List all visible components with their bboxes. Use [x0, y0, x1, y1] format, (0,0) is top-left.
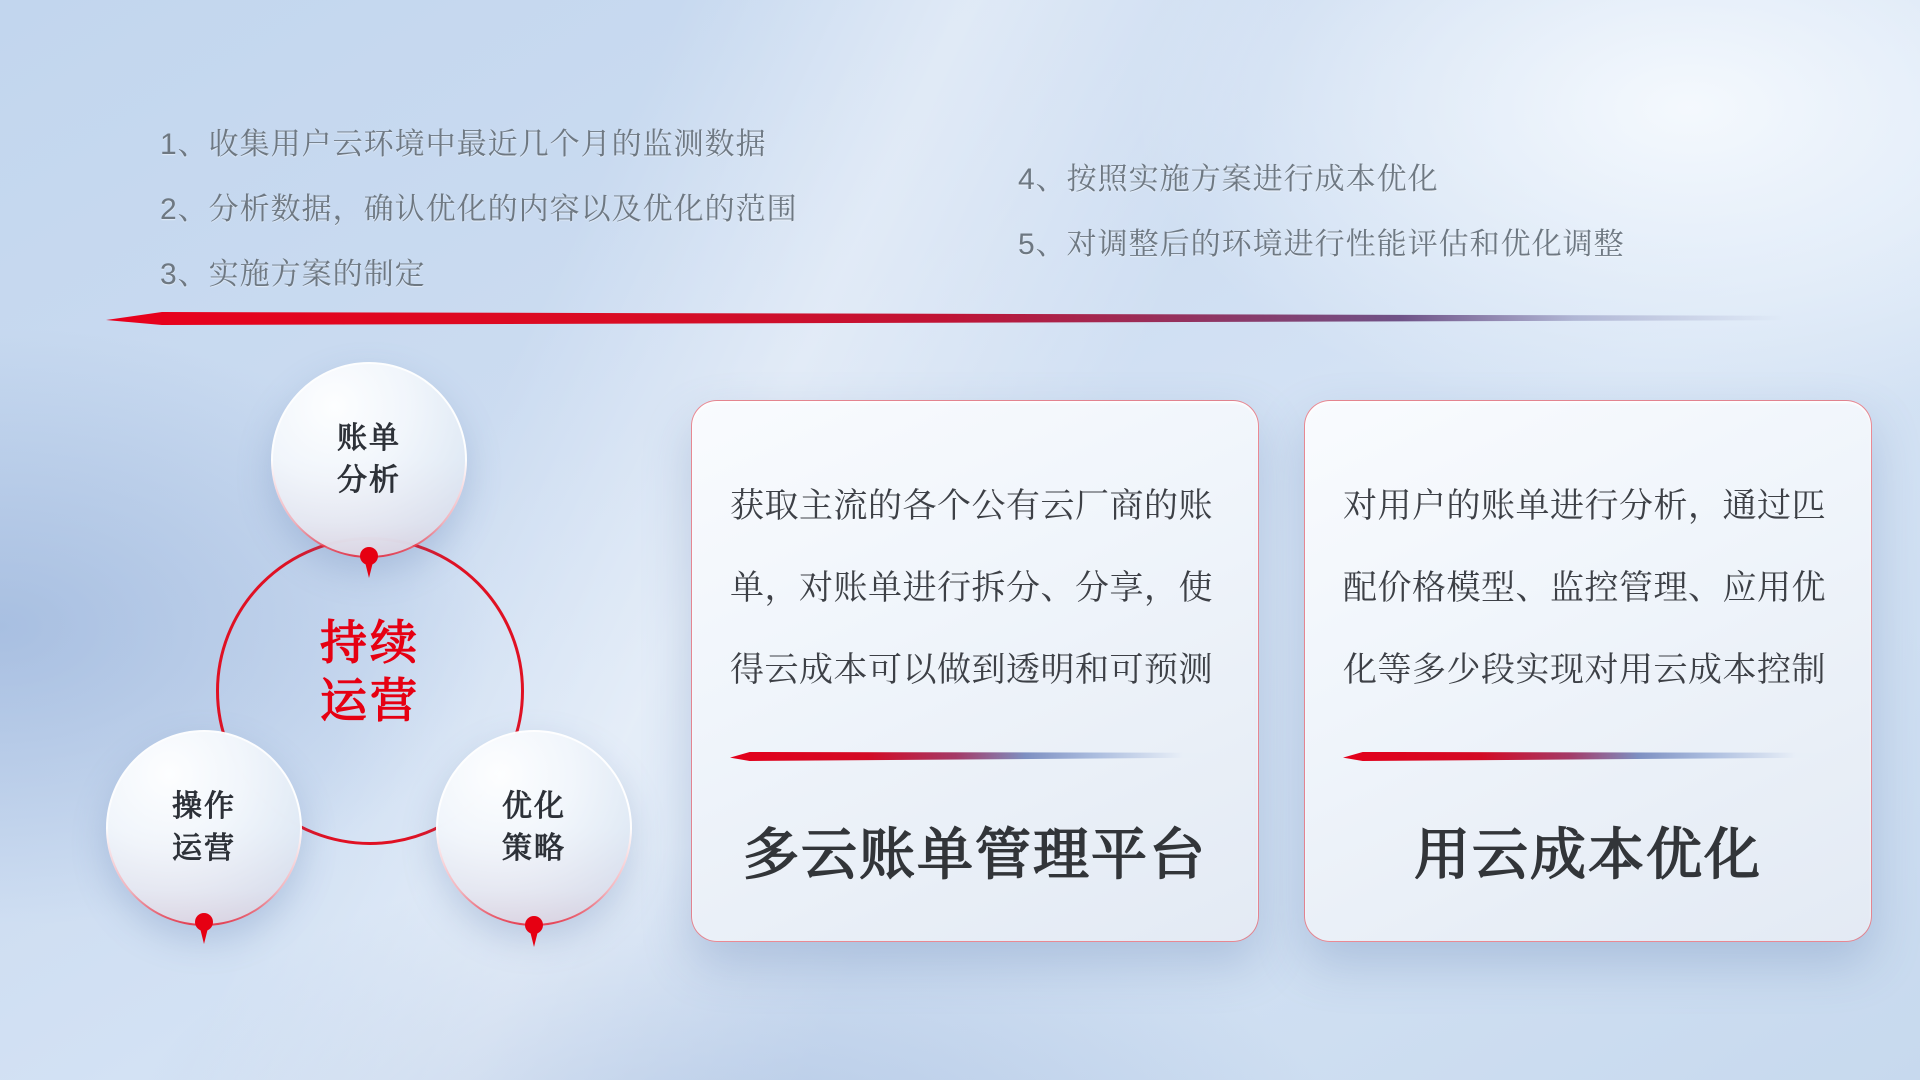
node-label-line1: 优化	[502, 790, 566, 823]
card-body-text: 获取主流的各个公有云厂商的账单，对账单进行拆分、分享，使得云成本可以做到透明和可预测	[730, 487, 1213, 689]
card-divider-line	[730, 752, 1222, 761]
cycle-center-label	[216, 614, 524, 730]
card-divider-line	[1343, 752, 1835, 761]
process-steps-right	[1018, 160, 1625, 290]
node-label-line1: 操作	[172, 790, 236, 823]
pin-dot-icon	[360, 547, 378, 565]
pin-dot-icon	[195, 913, 213, 931]
node-label-line2: 策略	[502, 832, 566, 865]
card-body-text: 对用户的账单进行分析，通过匹配价格模型、监控管理、应用优化等多少段实现对用云成本控制	[1343, 487, 1826, 689]
process-step-2: 2、分析数据，确认优化的内容以及优化的范围	[160, 193, 798, 226]
cycle-node-label	[438, 732, 630, 924]
cycle-node-optimization-strategy	[436, 730, 632, 926]
process-step-1: 1、收集用户云环境中最近几个月的监测数据	[160, 128, 767, 161]
divider-swoosh	[106, 312, 1854, 325]
process-steps-left	[160, 125, 798, 320]
cycle-node-label	[108, 732, 300, 924]
process-step-4: 4、按照实施方案进行成本优化	[1018, 163, 1439, 196]
card-multicloud-billing	[691, 400, 1259, 942]
cycle-node-label	[273, 364, 465, 556]
cycle-node-operation	[106, 730, 302, 926]
pin-dot-icon	[525, 916, 543, 934]
card-title: 多云账单管理平台	[743, 823, 1207, 886]
node-label-line2: 运营	[172, 832, 236, 865]
card-cloud-cost-optimization	[1304, 400, 1872, 942]
node-label-line2: 分析	[337, 464, 401, 497]
cycle-center-line1: 持续	[320, 616, 420, 669]
card-title: 用云成本优化	[1414, 823, 1762, 886]
process-step-5: 5、对调整后的环境进行性能评估和优化调整	[1018, 228, 1625, 261]
process-step-3: 3、实施方案的制定	[160, 258, 426, 291]
node-label-line1: 账单	[337, 422, 401, 455]
cycle-node-bill-analysis	[271, 362, 467, 558]
cycle-center-line2: 运营	[320, 674, 420, 727]
